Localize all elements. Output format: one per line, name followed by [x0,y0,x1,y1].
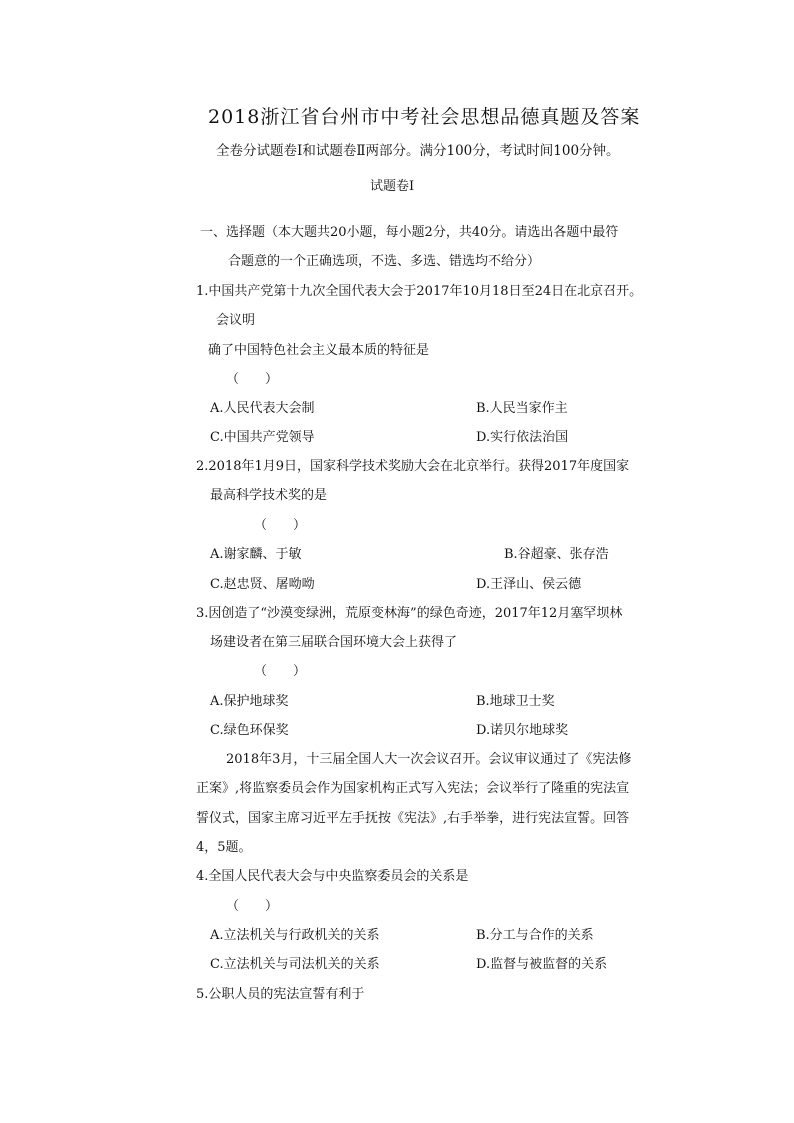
section-heading: 试题卷Ⅰ [370,179,415,194]
q5-stem-line1: 5.公职人员的宪法宣誓有利于 [196,987,365,1002]
passage-line3: 誓仪式，国家主席习近平左手抚按《宪法》,右手举拳，进行宪法宣誓。回答 [196,811,630,826]
q2-stem-line1: 2.2018年1月9日，国家科学技术奖励大会在北京举行。获得2017年度国家 [196,459,630,474]
document-title: 2018浙江省台州市中考社会思想品德真题及答案 [208,106,641,128]
q2-option-b: B.谷超豪、张存浩 [504,547,609,562]
q4-option-a: A.立法机关与行政机关的关系 [210,928,380,943]
q2-answer-paren: （ ） [254,518,307,533]
q3-option-b: B.地球卫士奖 [476,694,555,709]
q3-stem-line2: 场建设者在第三届联合国环境大会上获得了 [210,635,458,650]
q2-option-d: D.王泽山、侯云德 [476,577,582,592]
q3-option-c: C.绿色环保奖 [210,723,289,738]
q4-option-d: D.监督与被监督的关系 [476,957,608,972]
q1-option-b: B.人民当家作主 [476,401,568,416]
passage-line1: 2018年3月，十三届全国人大一次会议召开。会议审议通过了《宪法修 [226,752,632,767]
q1-option-a: A.人民代表大会制 [210,401,315,416]
exam-instructions: 全卷分试题卷Ⅰ和试题卷Ⅱ两部分。满分100分，考试时间100分钟。 [216,143,620,159]
q1-option-d: D.实行依法治国 [476,430,569,445]
q2-option-a: A.谢家麟、于敏 [210,547,302,562]
q2-stem-line2: 最高科学技术奖的是 [210,488,328,503]
q1-stem-line3: 确了中国特色社会主义最本质的特征是 [208,343,430,358]
q4-answer-paren: （ ） [226,899,279,914]
part-heading-line2: 合题意的一个正确选项，不选、多选、错选均不给分） [228,254,541,269]
q1-answer-paren: （ ） [226,372,279,387]
q3-option-d: D.诺贝尔地球奖 [476,723,569,738]
q3-answer-paren: （ ） [254,664,307,679]
part-heading-line1: 一、选择题（本大题共20小题，每小题2分，共40分。请选出各题中最符 [200,225,619,240]
q4-stem-line1: 4.全国人民代表大会与中央监察委员会的关系是 [196,869,469,884]
passage-line2: 正案》,将监察委员会作为国家机构正式写入宪法；会议举行了隆重的宪法宣 [196,781,630,796]
q4-option-b: B.分工与合作的关系 [476,928,594,943]
q1-stem-line1: 1.中国共产党第十九次全国代表大会于2017年10月18日至24日在北京召开。 [196,284,643,299]
q3-stem-line1: 3.因创造了“沙漠变绿洲，荒原变林海”的绿色奇迹，2017年12月塞罕坝林 [196,606,623,621]
passage-line4: 4，5题。 [196,840,252,855]
q1-stem-line2: 会议明 [216,313,256,328]
q2-option-c: C.赵忠贤、屠呦呦 [210,577,315,592]
q1-option-c: C.中国共产党领导 [210,430,315,445]
q4-option-c: C.立法机关与司法机关的关系 [210,957,380,972]
q3-option-a: A.保护地球奖 [210,694,289,709]
